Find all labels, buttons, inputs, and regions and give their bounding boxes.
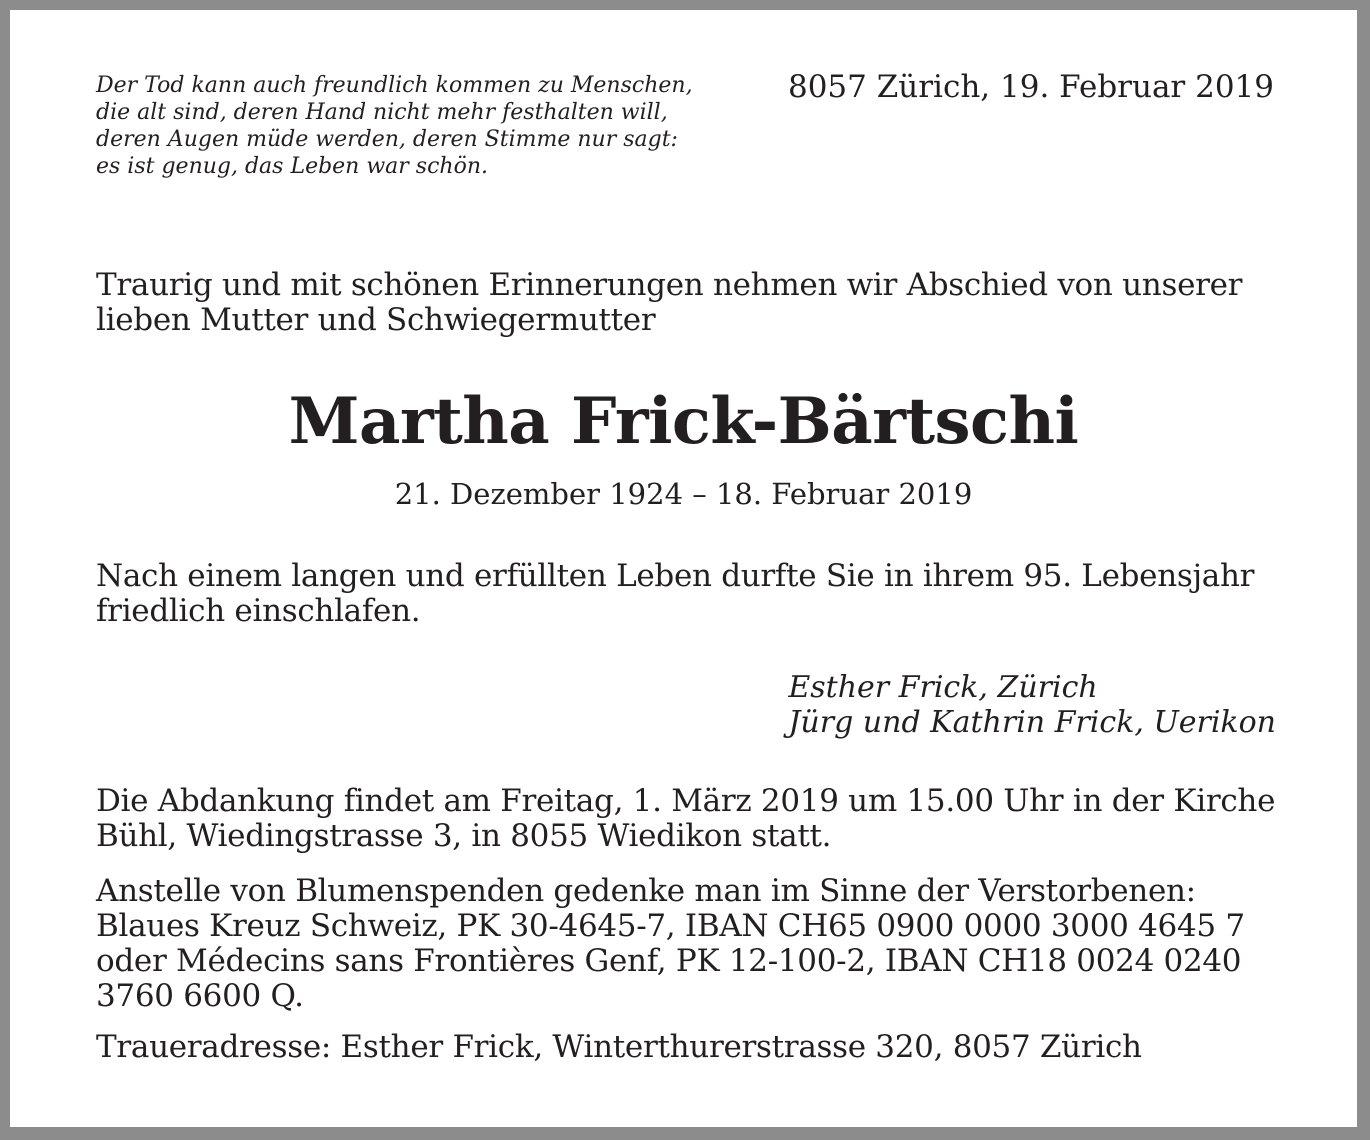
announcement-text	[96, 559, 1254, 629]
intro-text	[96, 268, 1242, 338]
poem-line: die alt sind, deren Hand nicht mehr festhalten will,	[96, 100, 668, 125]
family-member: Esther Frick, Zürich	[788, 670, 1098, 705]
poem-line: Der Tod kann auch freundlich kommen zu Menschen,	[96, 73, 693, 98]
announcement-line: friedlich einschlafen.	[96, 593, 421, 629]
donation-line: oder Médecins sans Frontières Genf, PK 12-100-2, IBAN CH18 0024 0240	[96, 943, 1242, 979]
announcement-line: Nach einem langen und erfüllten Leben durfte Sie in ihrem 95. Lebensjahr	[96, 558, 1255, 594]
donations-text	[96, 874, 1276, 1014]
dateline: 8057 Zürich, 19. Februar 2019	[787, 69, 1274, 105]
donation-line: Anstelle von Blumenspenden gedenke man im Sinne der Verstorbenen:	[96, 873, 1196, 909]
mourning-address: Traueradresse: Esther Frick, Winterthurerstrasse 320, 8057 Zürich	[96, 1029, 1142, 1065]
donation-line: 3760 6600 Q.	[96, 978, 304, 1014]
intro-line: lieben Mutter und Schwiegermutter	[96, 302, 656, 338]
service-line: Bühl, Wiedingstrasse 3, in 8055 Wiedikon statt.	[96, 818, 832, 854]
family-member: Jürg und Kathrin Frick, Uerikon	[788, 705, 1276, 740]
lifespan-dates: 21. Dezember 1924 – 18. Februar 2019	[394, 477, 973, 511]
deceased-name: Martha Frick-Bärtschi	[288, 384, 1079, 459]
poem-line: deren Augen müde werden, deren Stimme nur sagt:	[96, 127, 678, 152]
poem-line: es ist genug, das Leben war schön.	[96, 154, 488, 179]
obituary-notice	[10, 10, 1357, 1127]
funeral-service-text	[96, 784, 1275, 854]
intro-line: Traurig und mit schönen Erinnerungen nehmen wir Abschied von unserer	[96, 267, 1243, 303]
service-line: Die Abdankung findet am Freitag, 1. März 2019 um 15.00 Uhr in der Kirche	[96, 783, 1276, 819]
mourning-family	[788, 670, 1276, 740]
donation-line: Blaues Kreuz Schweiz, PK 30-4645-7, IBAN CH65 0900 0000 3000 4645 7	[96, 908, 1245, 944]
poem-quote	[96, 72, 693, 180]
